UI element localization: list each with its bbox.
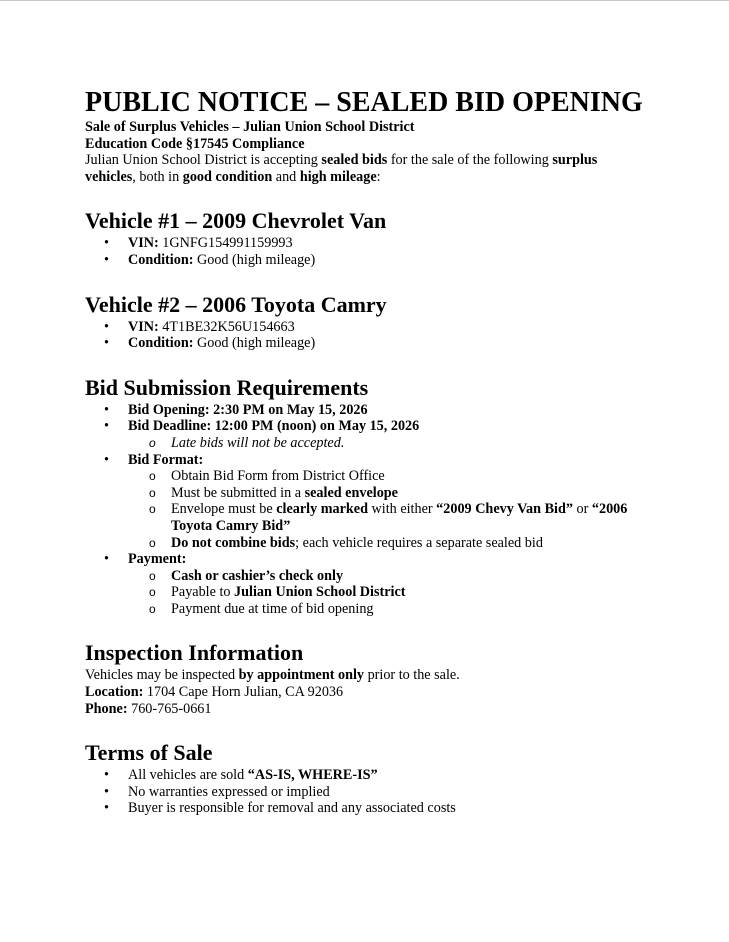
bid-format-sublist [128, 468, 645, 551]
subtitle-code: Education Code §17545 Compliance [85, 135, 305, 152]
bid-requirements-list [85, 402, 645, 618]
payment-sublist [128, 568, 645, 618]
terms-buyer-removal: • Buyer is responsible for removal and any associated costs [85, 800, 645, 817]
format-do-not-combine: o Do not combine bids; each vehicle requires a separate sealed bid [128, 535, 645, 552]
vehicle-1-heading: Vehicle #1 – 2009 Chevrolet Van [85, 208, 387, 234]
vehicle-1-list [85, 235, 645, 268]
vehicle-1-condition: • Condition: Good (high mileage) [85, 252, 645, 269]
terms-section [85, 741, 645, 817]
bid-payment: • Payment: o Cash or cashier’s check only o Payable to Julian Union School District o Payment due at time of bid opening [85, 551, 645, 617]
bid-deadline: • Bid Deadline: 12:00 PM (noon) on May 15, 2026 o Late bids will not be accepted. [85, 418, 645, 451]
payment-due: o Payment due at time of bid opening [128, 601, 645, 618]
format-envelope-marking: o Envelope must be clearly marked with either “2009 Chevy Van Bid” or “2006 Toyota Camry Bid” [128, 501, 645, 534]
inspection-location: Location: 1704 Cape Horn Julian, CA 92036 [85, 684, 344, 701]
terms-no-warranty: • No warranties expressed or implied [85, 784, 645, 801]
subtitle-district: Sale of Surplus Vehicles – Julian Union School District [85, 119, 415, 135]
payment-cash-check: o Cash or cashier’s check only [128, 568, 645, 585]
top-divider [0, 0, 729, 1]
payment-payable-to: o Payable to Julian Union School District [128, 584, 645, 601]
bid-deadline-sublist [128, 435, 645, 452]
page-title: PUBLIC NOTICE – SEALED BID OPENING [85, 87, 643, 118]
terms-heading: Terms of Sale [85, 740, 213, 766]
inspection-heading: Inspection Information [85, 640, 304, 666]
vehicle-2-heading: Vehicle #2 – 2006 Toyota Camry [85, 291, 387, 317]
vehicle-2-section [85, 293, 645, 352]
vehicle-2-vin: • VIN: 4T1BE32K56U154663 [85, 319, 645, 336]
terms-list [85, 767, 645, 817]
bid-format: • Bid Format: o Obtain Bid Form from District Office o Must be submitted in a sealed envelope o Envelope must be clearly marked with either “2009 Chevy Van Bid” or “2006 Toyota Camry Bid” o Do not combine bids; each vehicle requires a separate sealed bid [85, 452, 645, 552]
terms-as-is: • All vehicles are sold “AS-IS, WHERE-IS” [85, 767, 645, 784]
vehicle-2-condition: • Condition: Good (high mileage) [85, 335, 645, 352]
vehicle-2-list [85, 319, 645, 352]
bid-requirements-section [85, 376, 645, 618]
bid-opening: • Bid Opening: 2:30 PM on May 15, 2026 [85, 402, 645, 419]
inspection-phone: Phone: 760-765-0661 [85, 700, 212, 717]
inspection-section [85, 641, 645, 717]
format-sealed-envelope: o Must be submitted in a sealed envelope [128, 485, 645, 502]
bid-requirements-heading: Bid Submission Requirements [85, 374, 369, 400]
vehicle-1-section [85, 209, 645, 268]
format-obtain-form: o Obtain Bid Form from District Office [128, 468, 645, 485]
inspection-appointment: Vehicles may be inspected by appointment only prior to the sale. [85, 667, 460, 684]
vehicle-1-vin: • VIN: 1GNFG154991159993 [85, 235, 645, 252]
document-page [85, 86, 645, 817]
late-bids-note: o Late bids will not be accepted. [128, 435, 645, 452]
intro-paragraph: Julian Union School District is accepting sealed bids for the sale of the following surplus vehicles, both in good condition and high mileage: [85, 152, 598, 185]
